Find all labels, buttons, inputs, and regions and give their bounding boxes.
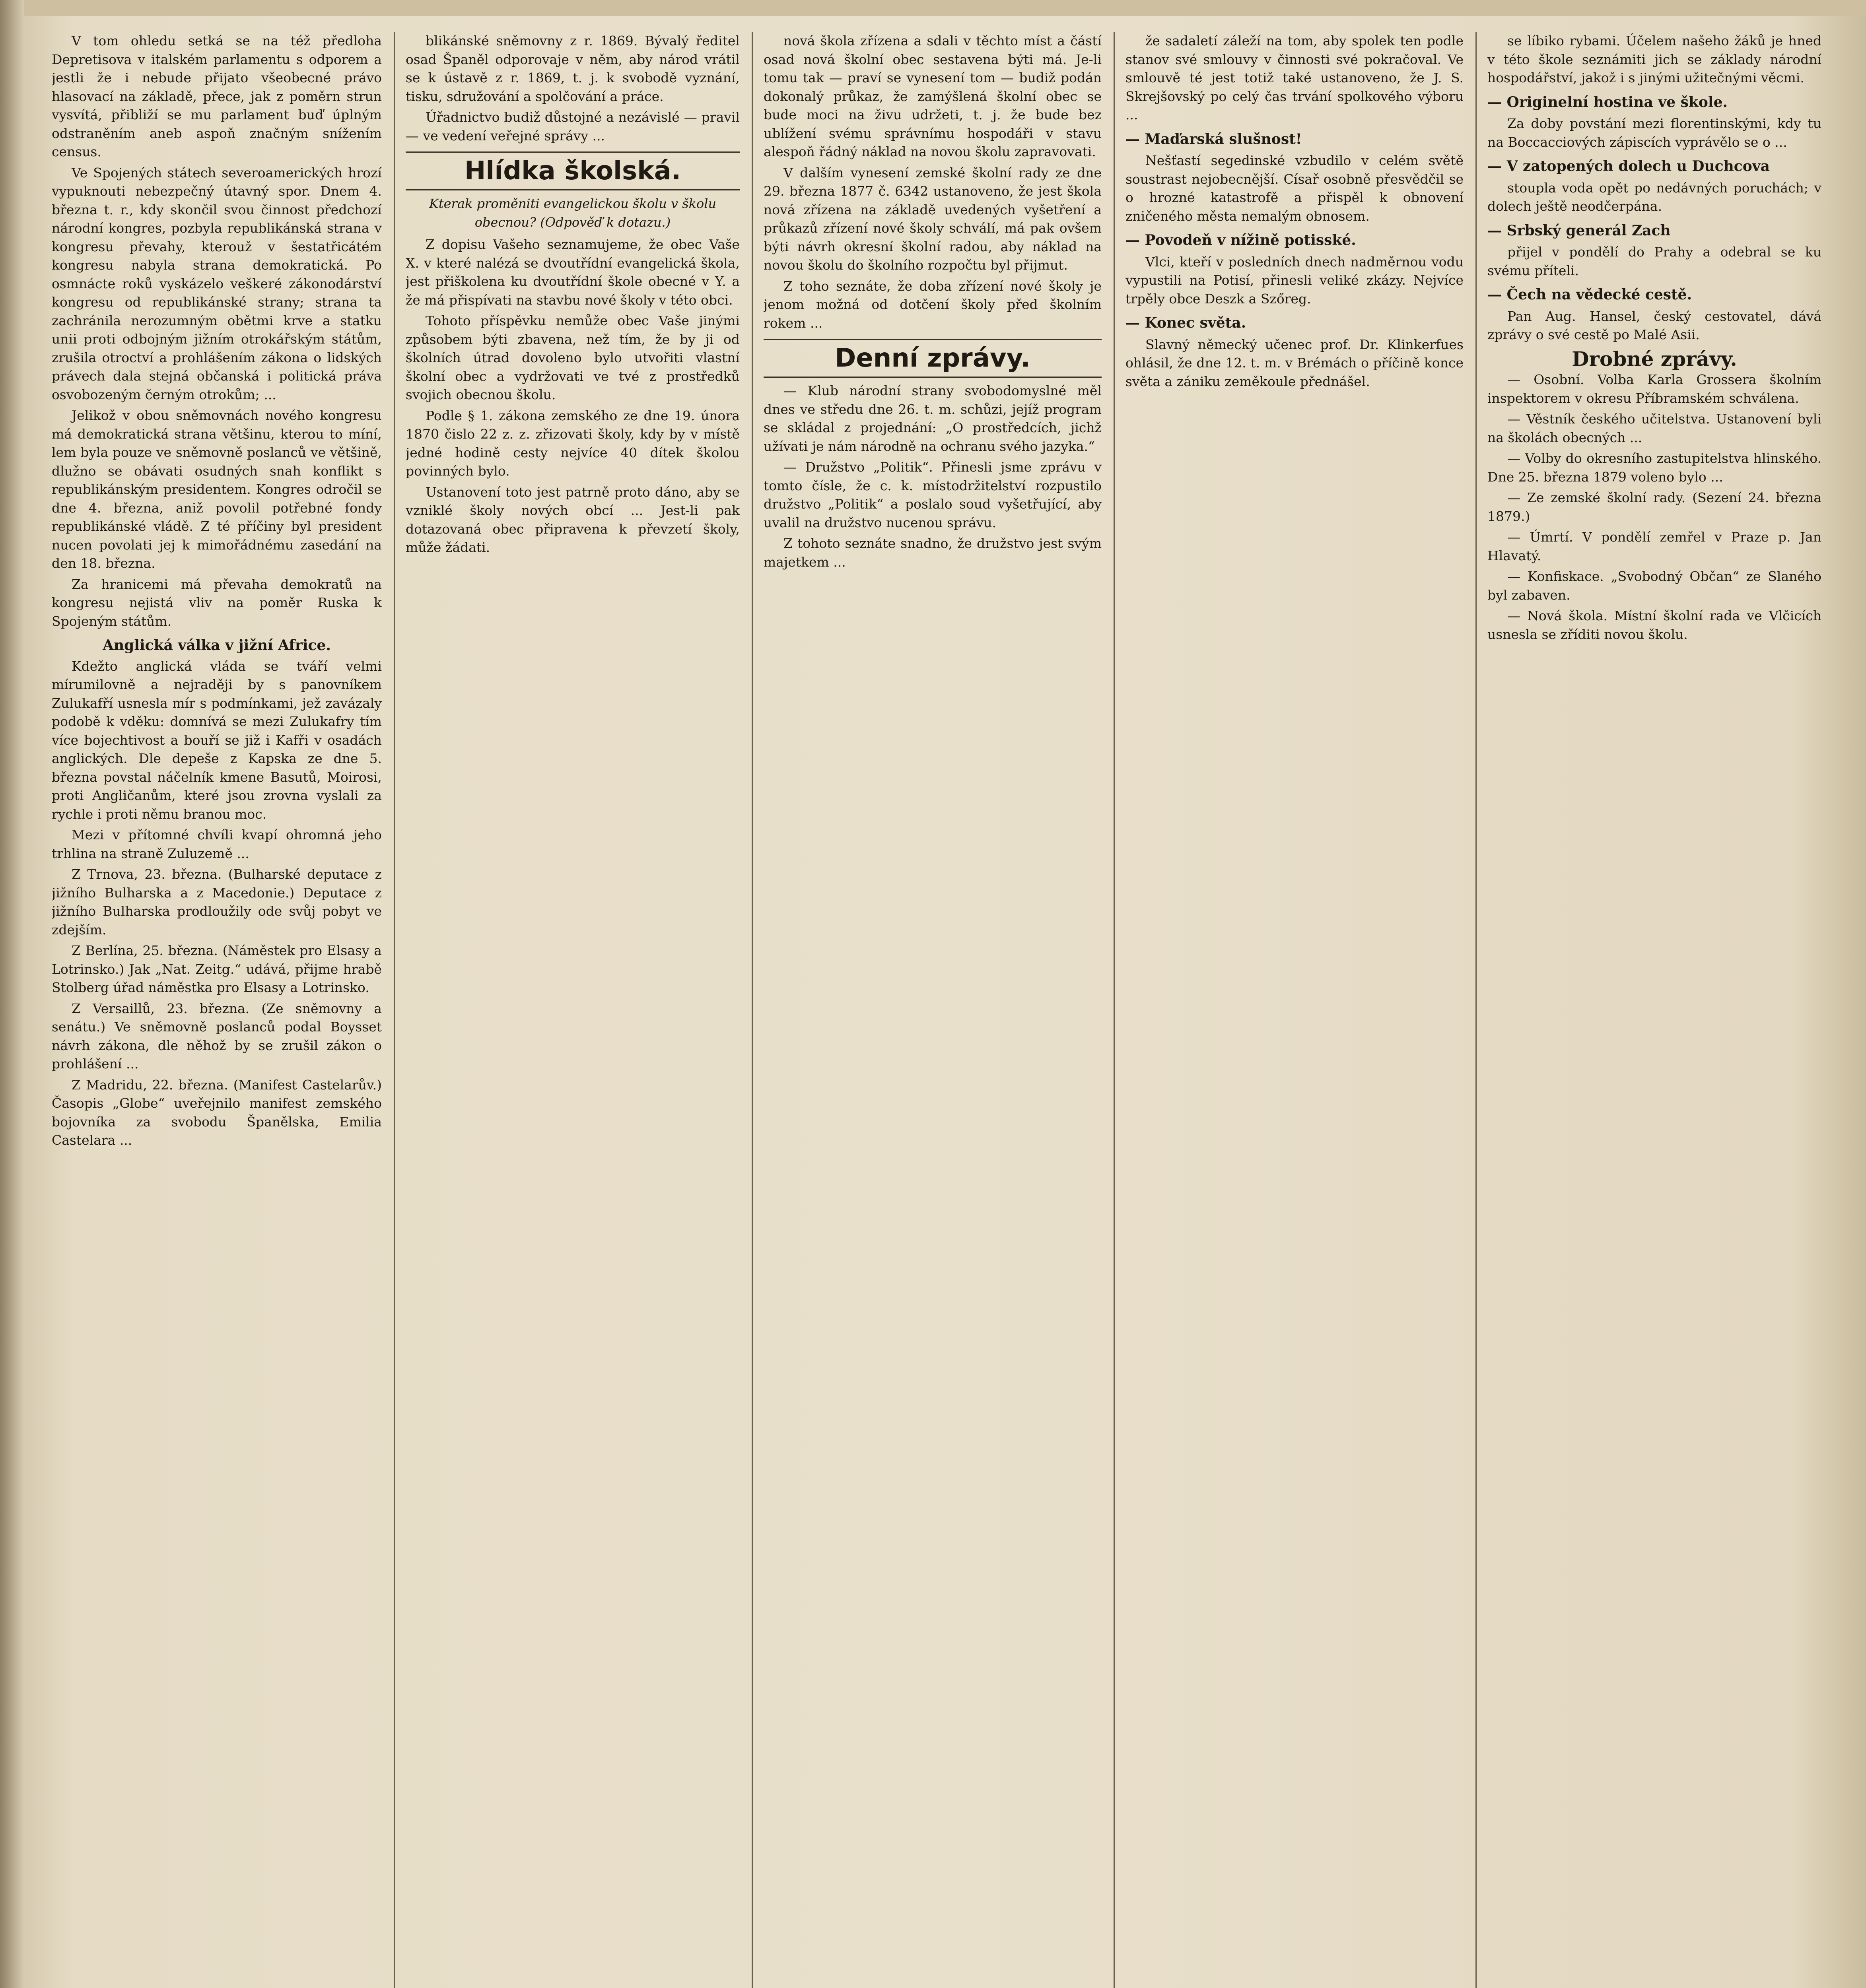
paragraph: přijel v pondělí do Prahy a odebral se ku svému příteli. (1487, 244, 1821, 278)
dateline-item: Z Versaillů, 23. března. (Ze sněmovny a senátu.) Ve sněmovně poslanců podal Boysset návrh zákona, dle něhož by se zrušil zákon o prohlášení ... (52, 1000, 382, 1072)
column-5 (1487, 32, 1821, 1988)
subsection-title: — V zatopených dolech u Duchcova (1487, 158, 1770, 175)
paragraph: Ve Spojených státech severoamerických hrozí vypuknouti nebezpečný útavný spor. Dnem 4. března t. r., kdy skončil svou činnost předchozí národní kongres, pozbyla republikánská strana v kongresu převahy, kterouž v šestatřicátém kongresu nabyla strana demokratická. Po osmnácte roků vyskázelo veškeré zákonodárství kongresu od republikánské strany; strana ta zachránila nerozumným obětmi krve a statku unii proti odbojným jižním otrokářským státům, zrušila otroctví a prohlášením zákona o lidských právech dala stejná občanská i politická práva osvobozeným černým otrokům; ... (52, 165, 382, 402)
paragraph: Za hranicemi má převaha demokratů na kongresu nejistá vliv na poměr Ruska k Spojeným státům. (52, 576, 382, 629)
paragraph: že sadaletí záleží na tom, aby spolek ten podle stanov své smlouvy v činnosti své pokračoval. Ve smlouvě té jest totiž také ustanoveno, že J. S. Skrejšovský po celý čas trvání spolkového výboru ... (1125, 33, 1464, 122)
paragraph: Z tohoto seznáte snadno, že družstvo jest svým majetkem ... (764, 536, 1102, 570)
paragraph: Podle § 1. zákona zemského ze dne 19. února 1870 čislo 22 z. z. zřizovati školy, kdy by v místě jedné hodině cesty nejvíce 40 dítek školou povinných bylo. (406, 408, 740, 479)
column-4 (1125, 32, 1464, 1988)
paragraph: — Úmrtí. V pondělí zemřel v Praze p. Jan Hlavatý. (1487, 529, 1821, 563)
section-title: Denní zprávy. (764, 339, 1102, 378)
paragraph: Pan Aug. Hansel, český cestovatel, dává zprávy o své cestě po Malé Asii. (1487, 308, 1821, 342)
paragraph: Úřadnictvo budiž důstojné a nezávislé — pravil — ve vedení veřejné správy ... (406, 109, 740, 144)
column-3 (764, 32, 1102, 1988)
paragraph: Kdežto anglická vláda se tváří velmi mírumilovně a nejraději by s panovníkem Zulukafří usnesla mír s podmínkami, jež zavázaly podobě k vděku: domnívá se mezi Zulukafry tím více bojechtivost a bouří se již i Kafři v osadách anglických. Dle depeše z Kapska ze dne 5. března povstal náčelník kmene Basutů, Moirosi, proti Angličanům, které jsou zrovna vyslali za rychle i proti němu branou moc. (52, 658, 382, 822)
paragraph: Vlci, kteří v posledních dnech nadměrnou vodu vypustili na Potisí, přinesli veliké zkázy. Nejvíce trpěly obce Deszk a Szőreg. (1125, 254, 1464, 307)
paragraph: se líbiko rybami. Účelem našeho žáků je hned v této škole seznámiti jich se základy národní hospodářství, jakož i s jinými užitečnými věcmi. (1487, 33, 1821, 85)
paragraph: — Volby do okresního zastupitelstva hlinského. Dne 25. března 1879 voleno bylo ... (1487, 450, 1821, 485)
subsection-title: — Čech na vědecké cestě. (1487, 286, 1692, 303)
column-rule (1475, 32, 1477, 1988)
paragraph: — Věstník českého učitelstva. Ustanovení byli na školách obecných ... (1487, 411, 1821, 445)
column-1 (52, 32, 382, 1988)
paragraph: Jelikož v obou sněmovnách nového kongresu má demokratická strana většinu, kterou to míní, lem byla pouze ve sněmovně poslanců ve většině, dlužno se obávati osudných snah konflikt s republikánským presidentem. Kongres odročil se dne 4. března, aniž povolil potřebné fondy republikánské vládě. Z té příčiny byl president nucen povolati jej k mimořádnému zasedání na den 18. března. (52, 408, 382, 571)
paragraph: — Konfiskace. „Svobodný Občan“ ze Slaného byl zabaven. (1487, 569, 1821, 603)
paragraph: Za doby povstání mezi florentinskými, kdy tu na Boccacciových zápiscích vyprávělo se o ... (1487, 116, 1821, 150)
paragraph: stoupla voda opět po nedávných poruchách; v dolech ještě neodčerpána. (1487, 180, 1821, 214)
paragraph: — Ze zemské školní rady. (Sezení 24. března 1879.) (1487, 490, 1821, 524)
subsection-title: — Originelní hostina ve škole. (1487, 93, 1728, 111)
paragraph: Z dopisu Vašeho seznamujeme, že obec Vaše X. v které nalézá se dvoutřídní evangelická škola, jest přiškolena ku dvoutřídní škole obecné v Y. a že má přispívati na stavbu nové školy v této obci. (406, 237, 740, 308)
subsection-title: — Srbský generál Zach (1487, 222, 1671, 239)
paragraph: blikánské sněmovny z r. 1869. Bývalý ředitel osad Španěl odporovaje v něm, aby národ vrátil se k ústavě z r. 1869, t. j. k svobodě vyznání, tisku, sdružování a spolčování a práce. (406, 33, 740, 104)
dateline-item: Z Trnova, 23. března. (Bulharské deputace z jižního Bulharska a z Macedonie.) Deputace z jižního Bulharska prodloužily ode svůj pobyt ve zdejším. (52, 866, 382, 938)
paragraph: — Osobní. Volba Karla Grossera školním inspektorem v okresu Příbramském schválena. (1487, 372, 1821, 406)
paragraph: Ustanovení toto jest patrně proto dáno, aby se vzniklé školy nových obcí ... Jest-li pak dotazovaná obec připravena k převzetí školy, může žádati. (406, 484, 740, 555)
subsection-title: — Konec světa. (1125, 315, 1246, 331)
paragraph: V dalším vynesení zemské školní rady ze dne 29. března 1877 č. 6342 ustanoveno, že jest škola nová zřízena na základě uvedených vyšetření a průkazů zřízení nové školy schválí, má pak ovšem býti návrh okresní školní radou, aby náklad na novou školu do školního rozpočtu byl přijmut. (764, 165, 1102, 273)
paragraph: Nešťastí segedinské vzbudilo v celém světě soustrast nejobecnější. Císař osobně přesvědčil se o hrozné katastrofě a přispěl k obnovení zničeného města nemalým obnosem. (1125, 153, 1464, 224)
box-title: Hlídka školská. (406, 151, 740, 190)
section-title: Drobné zprávy. (1572, 347, 1737, 371)
column-rule (752, 32, 753, 1988)
paragraph: — Družstvo „Politik“. Přinesli jsme zprávu v tomto čísle, že c. k. místodržitelství rozpustilo družstvo „Politik“ a poslalo soud vyšetřující, aby uvalil na družstvo nucenou správu. (764, 459, 1102, 530)
paragraph: Tohoto příspěvku nemůže obec Vaše jinými způsobem býti zbavena, než tím, že by ji od školních útrad dovoleno bylo utvořiti vlastní školní obec a vydržovati ve tvé z prostředků svojich obecnou školu. (406, 313, 740, 402)
paragraph: Mezi v přítomné chvíli kvapí ohromná jeho trhlina na straně Zuluzemě ... (52, 827, 382, 861)
dateline-item: Z Madridu, 22. března. (Manifest Castelarův.) Časopis „Globe“ uveřejnilo manifest zemského bojovníka za svobodu Španělska, Emilia Castelara ... (52, 1077, 382, 1148)
page-left-edge (0, 0, 24, 1988)
paragraph: Slavný německý učenec prof. Dr. Klinkerfues ohlásil, že dne 12. t. m. v Brémách o příčině konce světa a zániku zeměkoule přednášel. (1125, 336, 1464, 389)
column-2 (406, 32, 740, 1988)
paragraph: — Klub národní strany svobodomyslné měl dnes ve středu dne 26. t. m. schůzi, jejíž program se skládal z projednání: „O prostředcích, jichž užívati je nám národně na ochranu svého jazyka.“ (764, 383, 1102, 454)
section-title: Anglická válka v jižní Africe. (103, 637, 331, 654)
column-rule (1114, 32, 1115, 1988)
dateline-item: Z Berlína, 25. března. (Náměstek pro Elsasy a Lotrinsko.) Jak „Nat. Zeitg.“ udává, přijme hrabě Stolberg úřad náměstka pro Elsasy a Lotrinsko. (52, 943, 382, 995)
subsection-title: — Povodeň v nížině potisské. (1125, 232, 1356, 248)
paragraph: Z toho seznáte, že doba zřízení nové školy je jenom možná od dotčení školy před školním rokem ... (764, 278, 1102, 331)
paragraph: V tom ohledu setká se na též předloha Depretisova v italském parlamentu s odporem a jestli že i nebude přijato všeobecné právo hlasovací na základě, přece, jak z poměrn strun vysvítá, přibliží se mu parlament buď úplným odstraněním aneb aspoň značným snížením census. (52, 33, 382, 159)
subsection-title: — Maďarská slušnost! (1125, 130, 1302, 148)
column-rule (394, 32, 395, 1988)
paragraph: — Nová škola. Místní školní rada ve Vlčicích usnesla se zříditi novou školu. (1487, 608, 1821, 642)
page-top-edge (0, 0, 1866, 16)
paragraph: nová škola zřízena a sdali v těchto míst a částí osad nová školní obec sestavena býti má. Je-li tomu tak — praví se vynesení tom — budiž podán dokonalý průkaz, že zamýšlená školní obec se bude moci na živu udržeti, t. j. že bude bez ublížení svému správnímu hospodáři v stavu alespoň řádný náklad na novou školu zapravovati. (764, 33, 1102, 159)
box-subtitle: Kterak proměniti evangelickou školu v školu obecnou? (Odpověď k dotazu.) (429, 196, 717, 230)
